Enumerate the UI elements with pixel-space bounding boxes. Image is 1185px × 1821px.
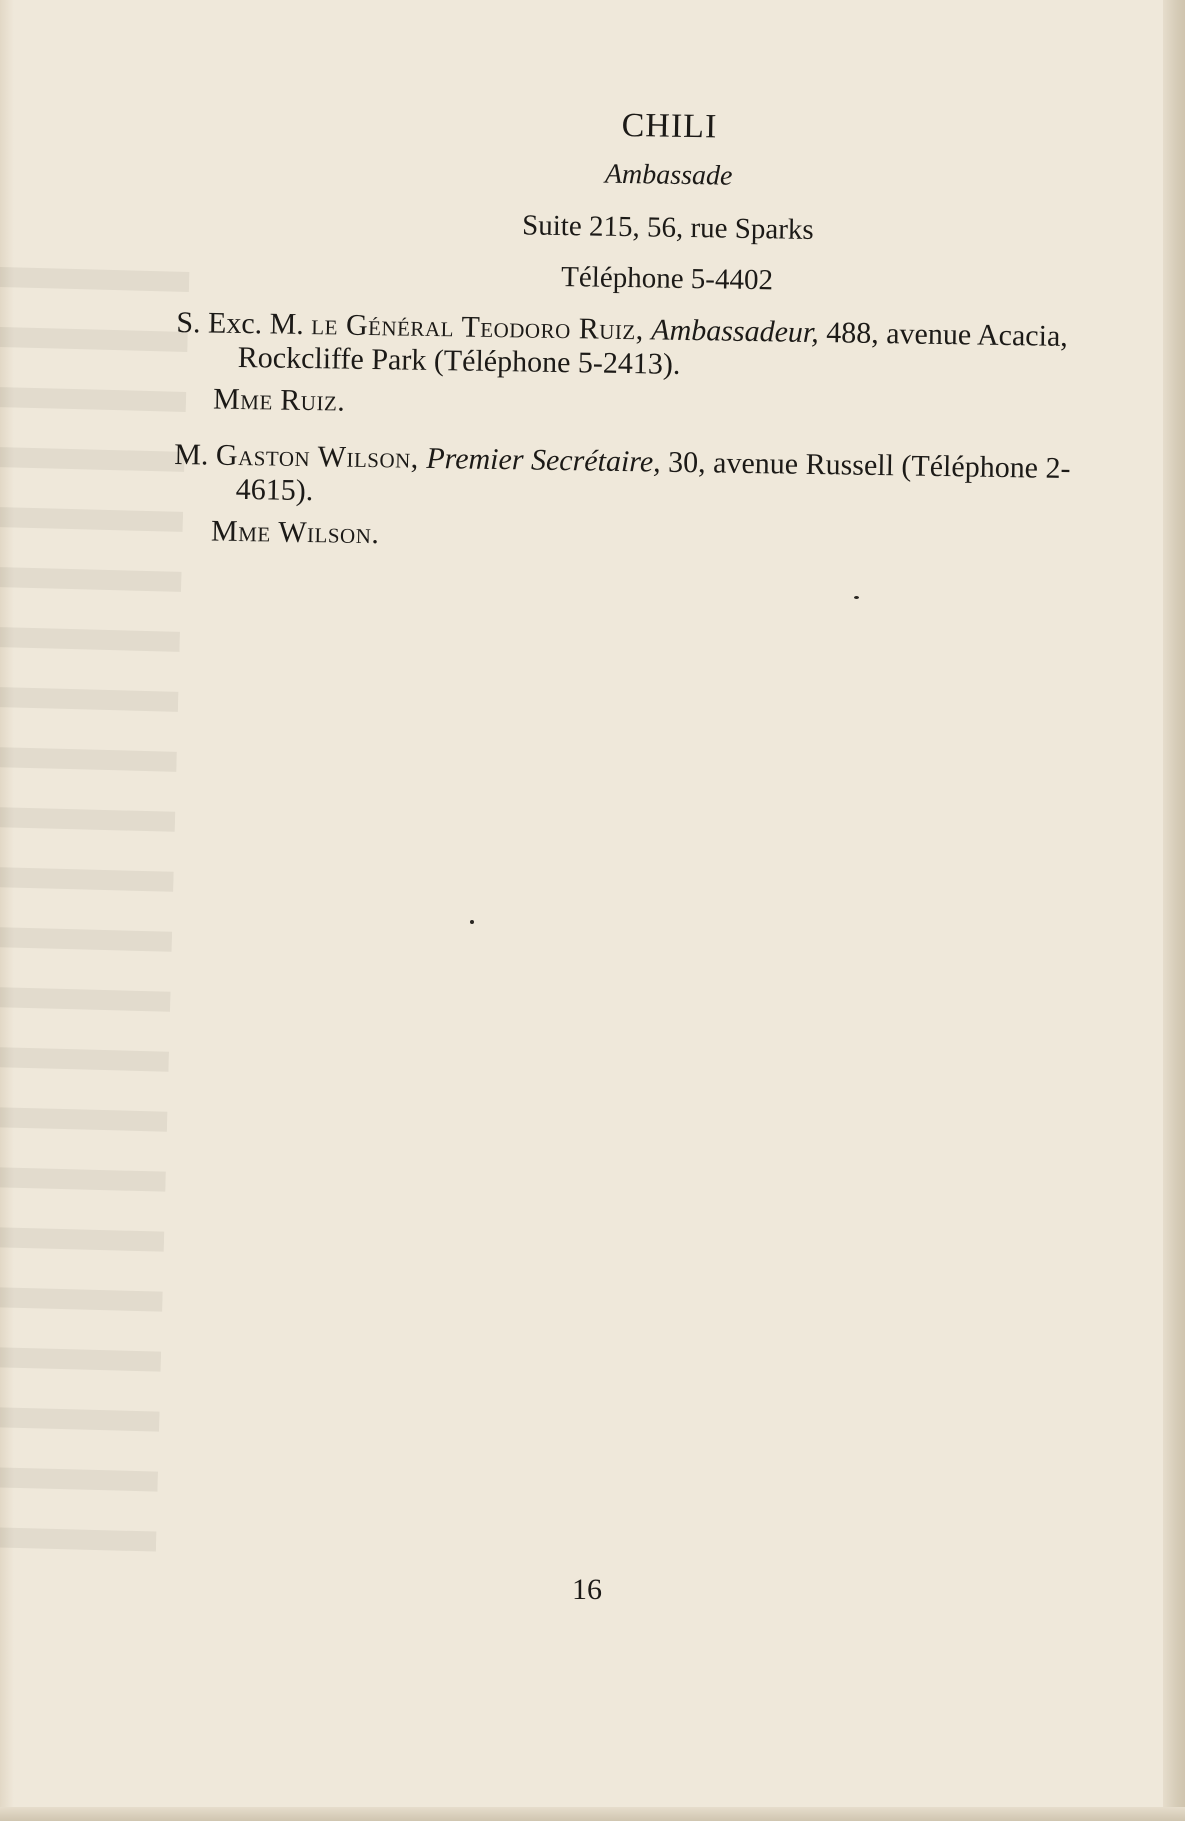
spouse-prefix: Mme	[210, 514, 272, 549]
spouse-prefix: Mme	[212, 382, 274, 417]
entry-prefix: M.	[174, 437, 217, 472]
ink-speck	[470, 920, 474, 924]
entry-details: 30, avenue Russell (Téléphone 2-4615).	[235, 445, 1071, 508]
entry-spouse	[211, 515, 1093, 563]
ink-speck	[854, 596, 859, 599]
page-bottom-edge	[0, 1807, 1185, 1821]
entry-details: 488, avenue Acacia, Rockcliffe Park (Téléphone 5-2413).	[237, 316, 1069, 381]
spouse-name: Wilson.	[277, 515, 380, 551]
page-left-edge	[0, 0, 14, 1821]
country-heading: CHILI	[621, 106, 718, 146]
bleed-through-text	[0, 226, 190, 1570]
entry-ambassador	[176, 306, 1097, 388]
embassy-telephone: Téléphone 5-4402	[560, 261, 774, 297]
entry-name: Gaston Wilson,	[215, 438, 420, 475]
mission-type: Ambassade	[604, 158, 733, 192]
entry-spouse	[213, 383, 1095, 431]
spouse-name: Ruiz.	[280, 383, 346, 418]
entry-name: Teodoro Ruiz,	[461, 310, 645, 347]
directory-page	[172, 90, 1099, 584]
entry-first-secretary	[173, 438, 1094, 520]
page-number: 16	[572, 1573, 602, 1606]
entry-prefix: S. Exc. M.	[176, 305, 312, 342]
entry-title: Premier Secrétaire,	[426, 441, 661, 479]
entry-title: Ambassadeur,	[651, 313, 820, 350]
entry-rank: le Général	[311, 308, 455, 344]
embassy-address: Suite 215, 56, rue Sparks	[521, 209, 814, 246]
page-right-edge	[1163, 0, 1185, 1821]
